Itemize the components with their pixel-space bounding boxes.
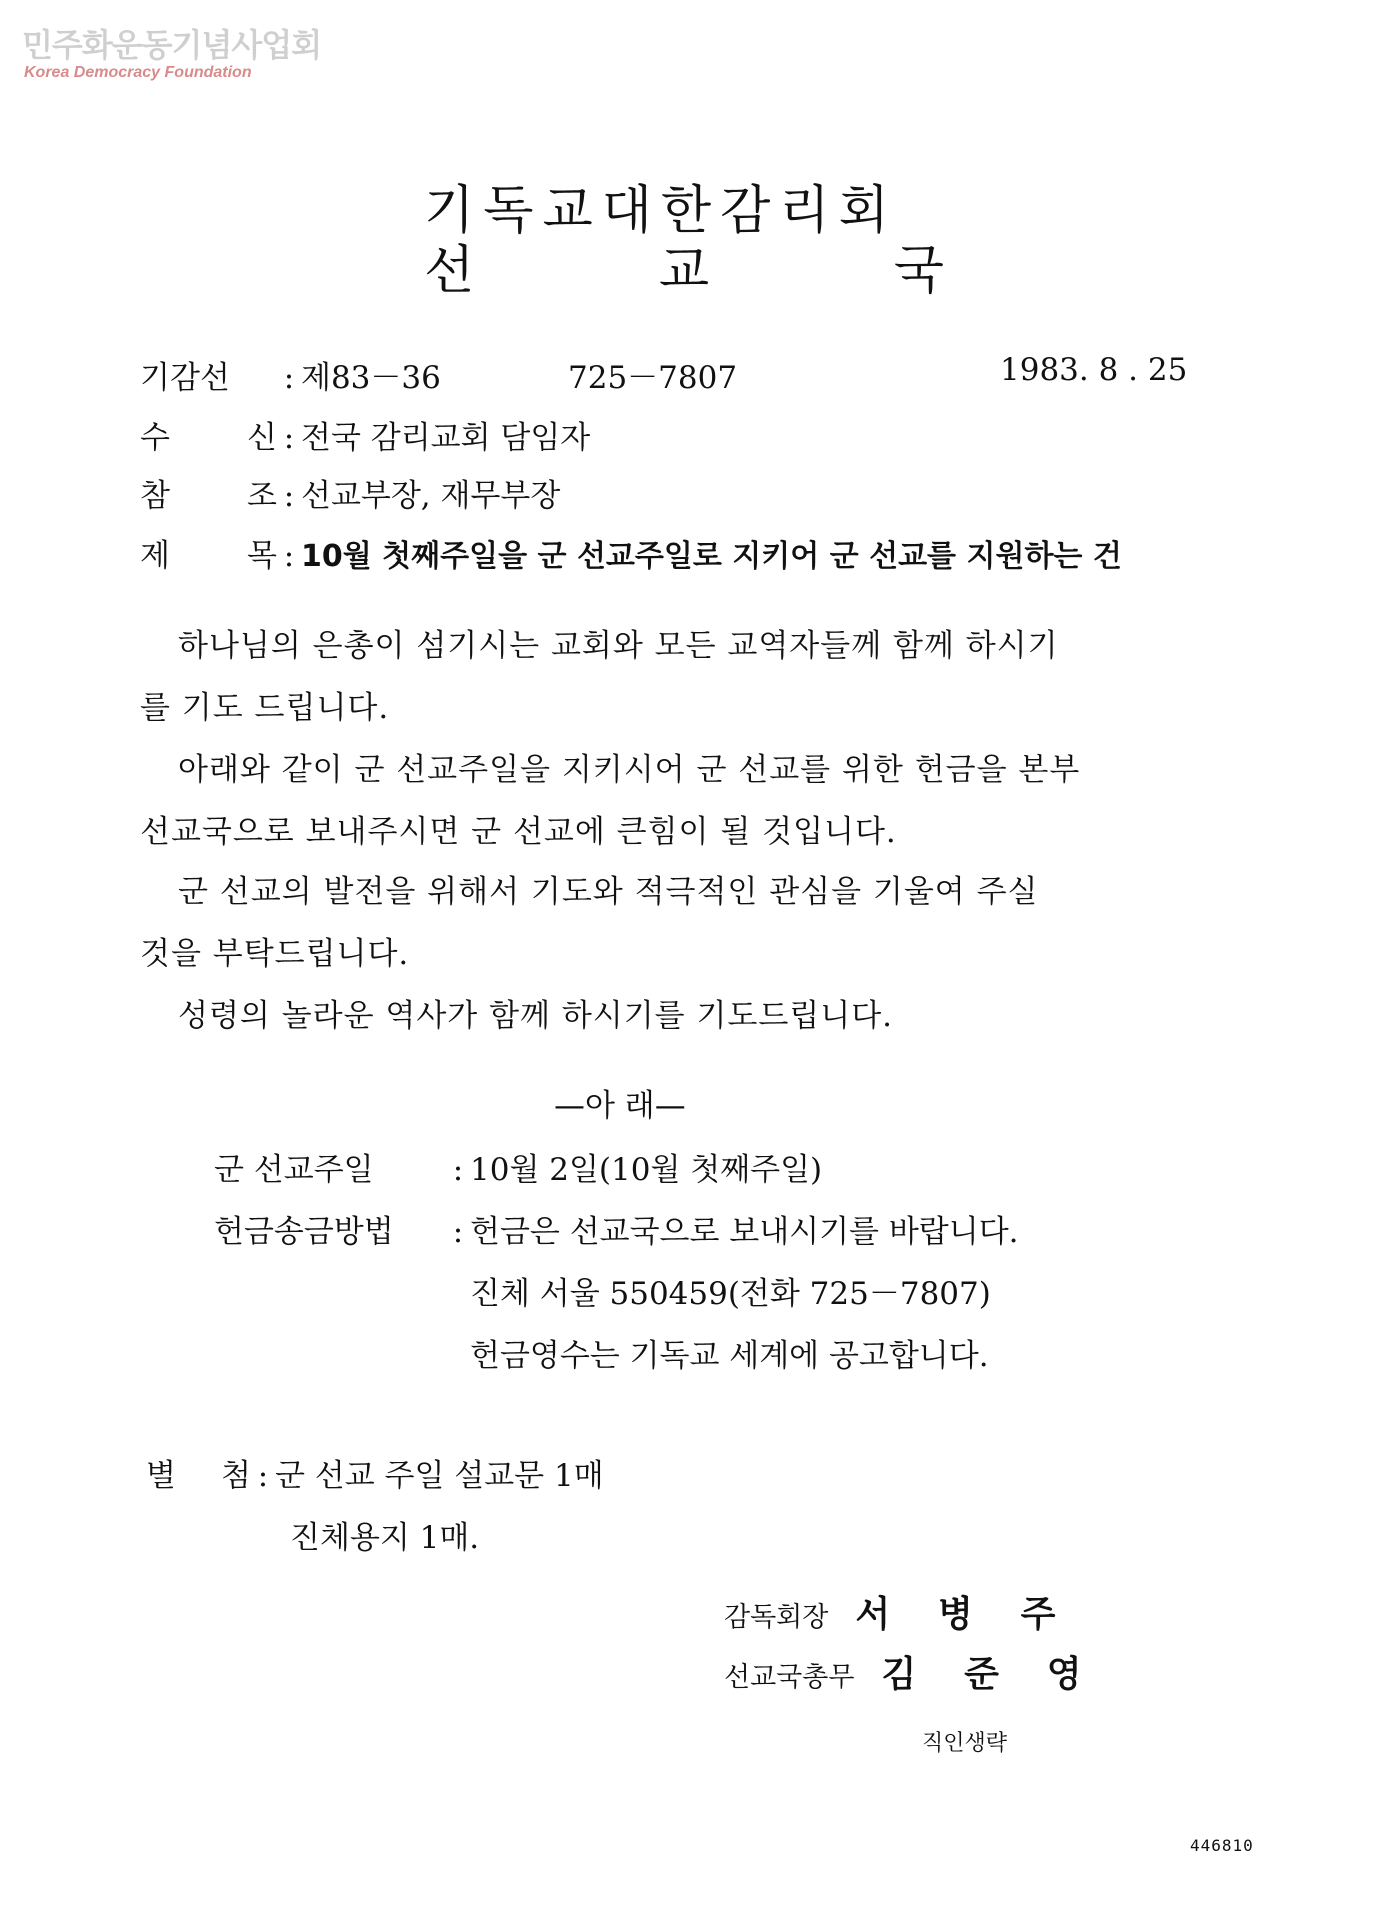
page-title-department xyxy=(424,228,944,303)
signature-name xyxy=(855,1586,1055,1637)
page-title-church: 기독교대한감리회 xyxy=(424,181,898,241)
watermark-org-korean: 민주화운동기념사업회 xyxy=(22,26,322,64)
colon: : xyxy=(452,1214,464,1250)
doc-number-label: 기감선 xyxy=(140,360,230,396)
body-line: 것을 부탁드립니다. xyxy=(140,936,410,972)
signature-char: 주 xyxy=(1020,1594,1056,1635)
enclosure-item: 진체용지 1매. xyxy=(290,1520,480,1556)
colon: : xyxy=(257,1458,269,1494)
body-line: 를 기도 드립니다. xyxy=(140,690,390,726)
archive-id: 446810 xyxy=(1190,1836,1254,1855)
colon: : xyxy=(452,1152,464,1188)
title-char: 국 xyxy=(893,241,944,301)
subject-value: 10월 첫째주일을 군 선교주일로 지키어 군 선교를 지원하는 건 xyxy=(301,539,1122,574)
reference-value: 선교부장, 재무부장 xyxy=(301,478,561,514)
remittance-method-label: 헌금송금방법 xyxy=(214,1214,394,1250)
signature-char: 영 xyxy=(1046,1654,1082,1695)
reference-row xyxy=(140,470,560,515)
recipient-label: 수 신 xyxy=(140,420,277,456)
seal-omitted-note: 직인생략 xyxy=(922,1731,1008,1756)
enclosure-label: 별 첨 xyxy=(146,1458,251,1494)
recipient-row xyxy=(140,412,590,457)
doc-number-value: 제83－36 xyxy=(301,360,441,396)
remittance-method-row xyxy=(214,1206,1019,1251)
signature-title: 선교국총무 xyxy=(724,1662,855,1693)
signature-name xyxy=(882,1646,1082,1697)
signature-char: 병 xyxy=(938,1594,973,1635)
body-line: 하나님의 은총이 섬기시는 교회와 모든 교역자들께 함께 하시기 xyxy=(178,628,1059,664)
doc-date: 1983. 8 . 25 xyxy=(1000,352,1188,388)
signature-char: 김 xyxy=(881,1654,917,1695)
mission-sunday-value: 10월 2일(10월 첫째주일) xyxy=(470,1152,823,1188)
recipient-value: 전국 감리교회 담임자 xyxy=(301,420,591,456)
subject-row xyxy=(140,530,1122,575)
notice-heading: —아 래— xyxy=(554,1088,686,1124)
colon: : xyxy=(283,420,295,456)
title-char: 교 xyxy=(658,241,710,301)
signature-char: 서 xyxy=(855,1594,891,1635)
body-line: 성령의 놀라운 역사가 함께 하시기를 기도드립니다. xyxy=(178,998,893,1034)
colon: : xyxy=(283,538,295,574)
doc-number-row xyxy=(140,352,441,397)
watermark-org-english: Korea Democracy Foundation xyxy=(24,64,252,81)
enclosure-row xyxy=(146,1450,604,1495)
title-char: 선 xyxy=(424,241,475,301)
signature-bishop xyxy=(724,1586,1055,1637)
body-line: 선교국으로 보내주시면 군 선교에 큰힘이 될 것입니다. xyxy=(140,814,897,850)
reference-label: 참 조 xyxy=(140,478,277,514)
signature-title: 감독회장 xyxy=(724,1602,829,1633)
subject-label: 제 목 xyxy=(140,538,277,574)
colon: : xyxy=(283,360,295,396)
signature-char: 준 xyxy=(964,1654,999,1695)
enclosure-item: 군 선교 주일 설교문 1매 xyxy=(275,1458,604,1494)
body-line: 아래와 같이 군 선교주일을 지키시어 군 선교를 위한 헌금을 본부 xyxy=(178,752,1081,788)
mission-sunday-row xyxy=(214,1144,822,1189)
phone-number: 725－7807 xyxy=(568,360,738,396)
remittance-method-value: 헌금은 선교국으로 보내시기를 바랍니다. xyxy=(470,1214,1019,1250)
transfer-account: 진체 서울 550459(전화 725－7807) xyxy=(470,1276,991,1312)
colon: : xyxy=(283,478,295,514)
mission-sunday-label: 군 선교주일 xyxy=(214,1152,374,1188)
signature-secretary xyxy=(724,1646,1082,1697)
receipt-notice: 헌금영수는 기독교 세계에 공고합니다. xyxy=(470,1338,989,1374)
body-line: 군 선교의 발전을 위해서 기도와 적극적인 관심을 기울여 주실 xyxy=(178,874,1039,910)
